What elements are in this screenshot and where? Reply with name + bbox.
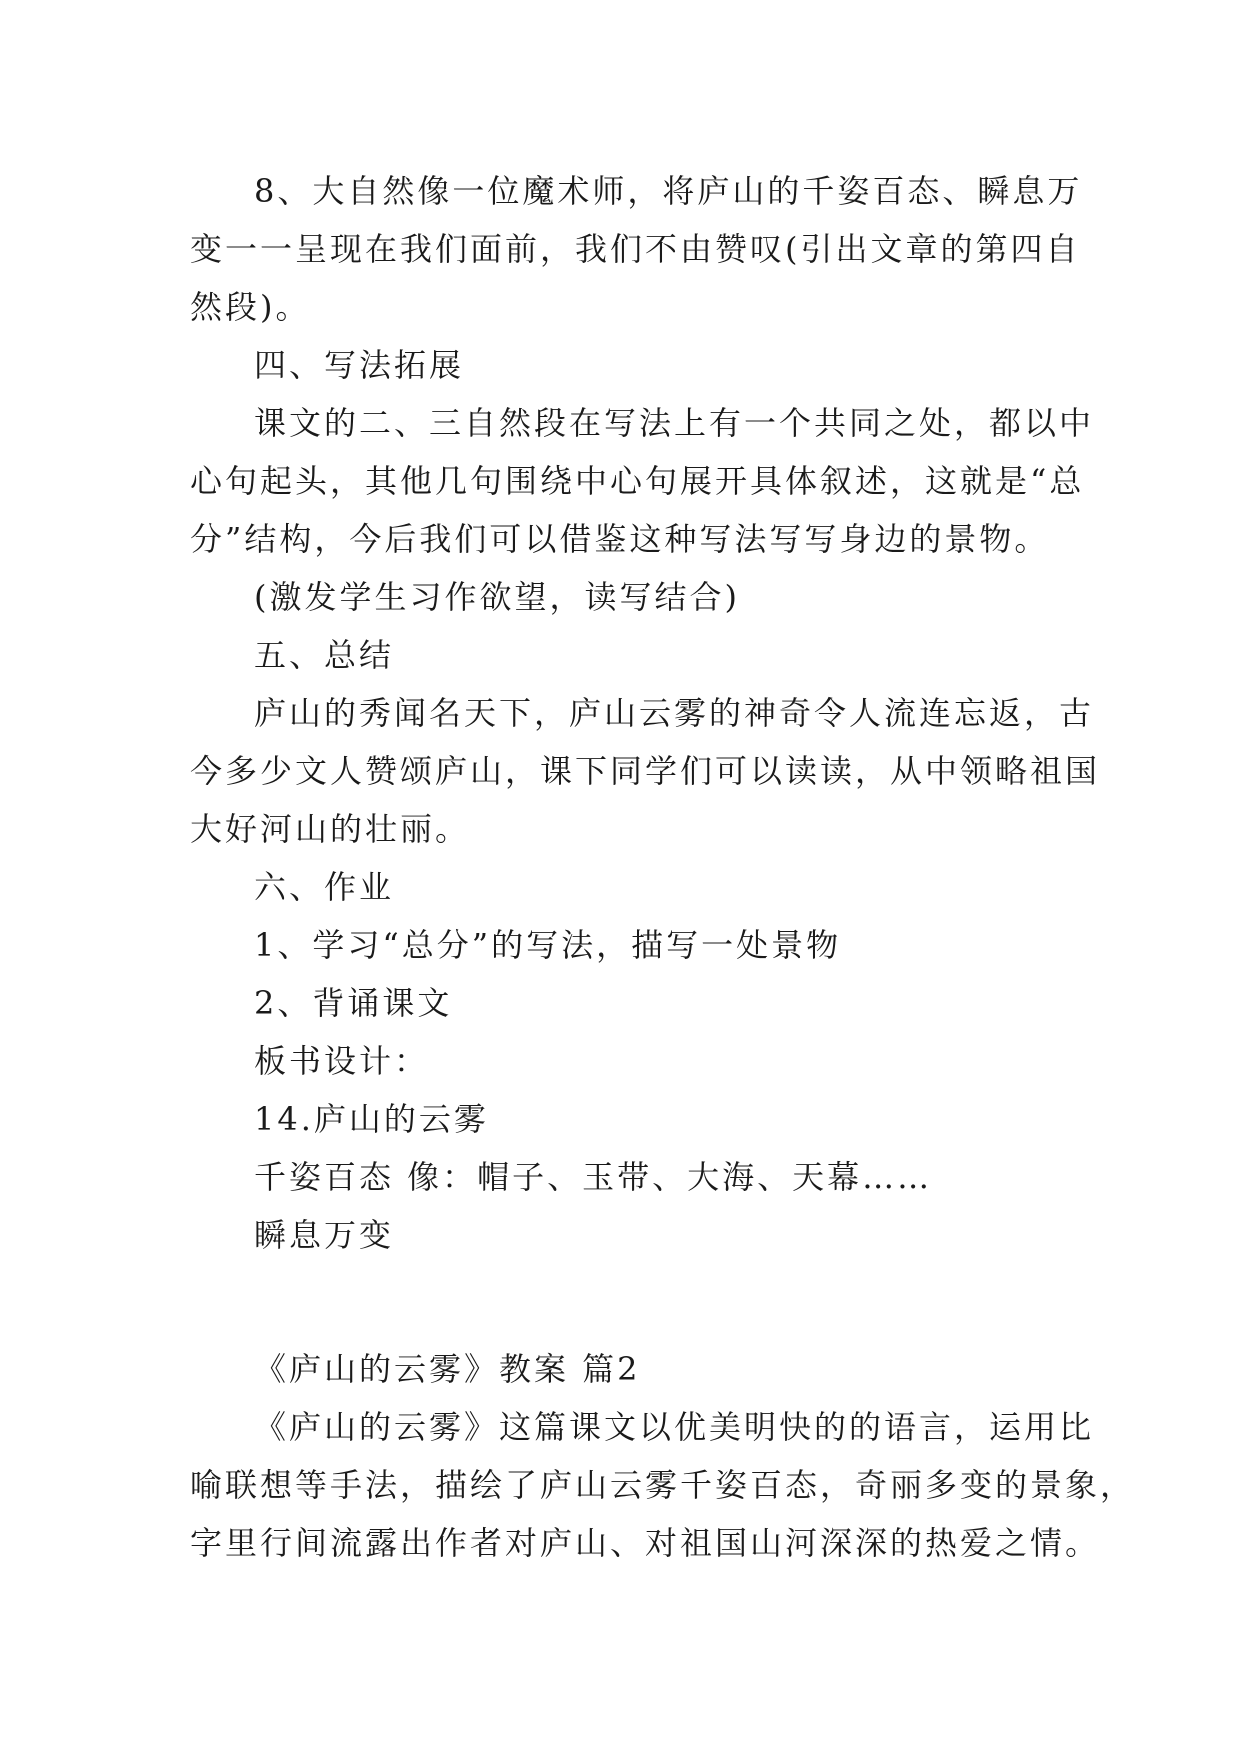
text-line: 板书设计： xyxy=(254,1042,430,1080)
text-line: 14.庐山的云雾 xyxy=(254,1100,489,1138)
homework-item-1 xyxy=(190,916,1070,974)
blackboard-line-1 xyxy=(190,1148,1070,1206)
heading-text: 六、作业 xyxy=(254,868,395,906)
section-heading-summary xyxy=(190,626,1070,684)
text-line: 然段)。 xyxy=(190,288,311,326)
heading-text: 四、写法拓展 xyxy=(254,346,465,384)
blackboard-title xyxy=(190,1090,1070,1148)
text-line: 字里行间流露出作者对庐山、对祖国山河深深的热爱之情。 xyxy=(190,1524,1101,1562)
document-body xyxy=(190,162,1136,1572)
text-line: 《庐山的云雾》这篇课文以优美明快的的语言，运用比 xyxy=(254,1408,1095,1446)
paragraph-summary xyxy=(190,684,1101,858)
text-line: 2、背诵课文 xyxy=(254,984,453,1022)
text-line: 课文的二、三自然段在写法上有一个共同之处，都以中 xyxy=(254,404,1095,442)
lesson-plan-title-2 xyxy=(190,1340,1070,1398)
homework-item-2 xyxy=(190,974,1070,1032)
paragraph-intro-2 xyxy=(190,1398,1136,1572)
text-line: 千姿百态 像：帽子、玉带、大海、天幕…… xyxy=(254,1158,933,1196)
text-line: 心句起头，其他几句围绕中心句展开具体叙述，这就是“总 xyxy=(190,462,1085,500)
text-line: (激发学生习作欲望，读写结合) xyxy=(254,578,740,616)
paragraph-magician xyxy=(190,162,1083,336)
text-line: 8、大自然像一位魔术师，将庐山的千姿百态、瞬息万 xyxy=(254,172,1083,210)
text-line: 喻联想等手法，描绘了庐山云雾千姿百态，奇丽多变的景象， xyxy=(190,1466,1136,1504)
text-line: 今多少文人赞颂庐山，课下同学们可以读读，从中领略祖国 xyxy=(190,752,1101,790)
text-line: 分”结构，今后我们可以借鉴这种写法写写身边的景物。 xyxy=(190,520,1050,558)
section-heading-homework xyxy=(190,858,1070,916)
text-line: 1、学习“总分”的写法，描写一处景物 xyxy=(254,926,842,964)
paragraph-writing-method xyxy=(190,394,1095,568)
paragraph-note xyxy=(190,568,1070,626)
text-line: 庐山的秀闻名天下，庐山云雾的神奇令人流连忘返，古 xyxy=(254,694,1095,732)
section-heading-writing-extension xyxy=(190,336,1070,394)
heading-text: 五、总结 xyxy=(254,636,395,674)
text-line: 大好河山的壮丽。 xyxy=(190,810,471,848)
heading-text: 《庐山的云雾》教案 篇2 xyxy=(254,1350,641,1388)
text-line: 变一一呈现在我们面前，我们不由赞叹(引出文章的第四自 xyxy=(190,230,1081,268)
blank-line xyxy=(190,1264,1070,1322)
blackboard-line-2 xyxy=(190,1206,1070,1264)
blackboard-design-label xyxy=(190,1032,1070,1090)
text-line: 瞬息万变 xyxy=(254,1216,395,1254)
